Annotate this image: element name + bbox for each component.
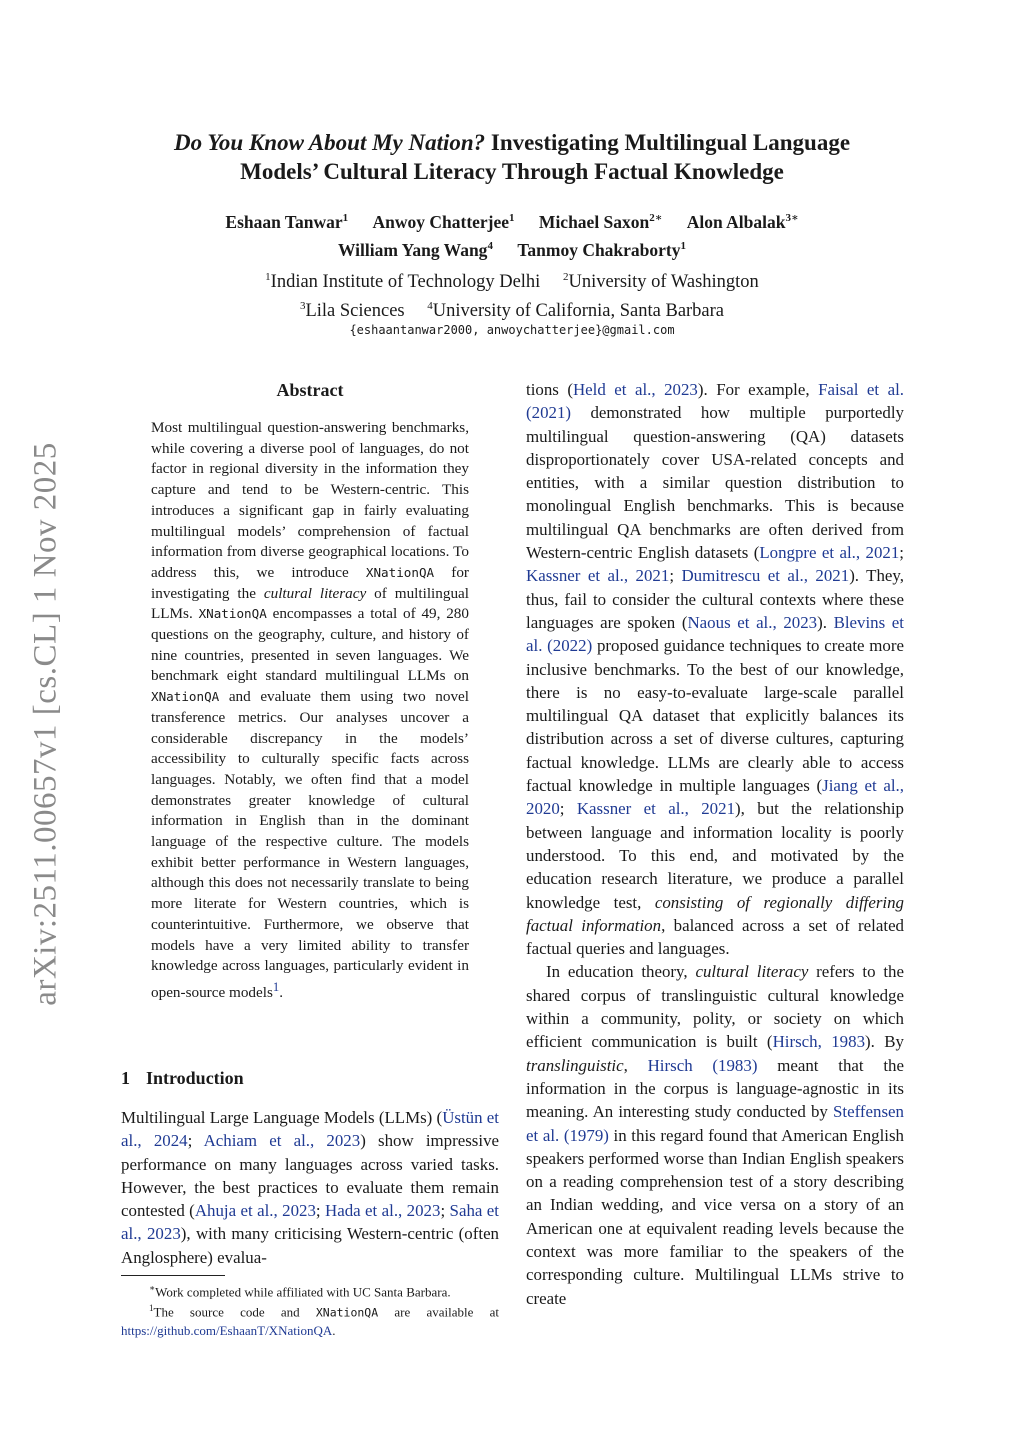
footnote-star: ∗Work completed while affiliated with UC Santa Barbara.	[149, 1283, 451, 1300]
intro-paragraph: Multilingual Large Language Models (LLMs) (Üstün et al., 2024; Achiam et al., 2023) show impressive performance on many languages across varied tasks. However, the best practices to evaluate them remain contested (Ahuja et al., 2023; Hada et al., 2023; Saha et al., 2023), with many criticising Western-centric (often Anglosphere) evalua-	[121, 1108, 500, 1267]
affiliation: $^1$Indian Institute of Technology Delhi	[265, 271, 541, 293]
footnote-ref-1[interactable]: 1	[272, 979, 280, 994]
citation-link[interactable]: Kassner et al., 2021	[576, 799, 736, 819]
author: Tanmoy Chakraborty$^1$	[517, 239, 687, 260]
citation-link[interactable]: Jiang et al., 2020	[526, 776, 904, 819]
arxiv-identifier: arXiv:2511.00657v1 [cs.CL] 1 Nov 2025	[27, 442, 64, 1006]
dataset-name: XNationQA	[198, 606, 267, 622]
citation-link[interactable]: Naous et al., 2023	[687, 612, 818, 632]
footnote-1: $^1$The source code and XNationQA are available at https://github.com/EshaanT/XNationQA.	[121, 1303, 499, 1338]
citation-link[interactable]: Ahuja et al., 2023	[194, 1201, 316, 1221]
citation-link[interactable]: Faisal et al. (2021)	[526, 380, 904, 423]
citation-link[interactable]: Steffensen et al. (1979)	[526, 1102, 904, 1145]
citation-link[interactable]: Üstün et al., 2024	[121, 1108, 499, 1151]
paper-title	[120, 128, 904, 186]
footnotes	[121, 1280, 499, 1339]
abstract-heading: Abstract	[276, 380, 344, 400]
title-italic-part: Do You Know About My Nation?	[173, 130, 486, 155]
github-link[interactable]: https://github.com/EshaanT/XNationQA	[121, 1322, 333, 1338]
citation-link[interactable]: Hada et al., 2023	[325, 1201, 441, 1221]
citation-link[interactable]: Longpre et al., 2021	[759, 543, 900, 563]
title-line2: Models’ Cultural Literacy Through Factual Knowledge	[240, 159, 784, 184]
citation-link[interactable]: Kassner et al., 2021	[526, 566, 670, 586]
affiliation: $^3$Lila Sciences	[299, 300, 405, 322]
body-paragraph: tions (Held et al., 2023). For example, Faisal et al. (2021) demonstrated how multiple purportedly multilingual question-answering (QA) datasets disproportionately cover USA-related concepts and entities, with a similar question distribution to monolingual English benchmarks. This is because multilingual QA benchmarks are often derived from Western-centric English datasets (Longpre et al., 2021; Kassner et al., 2021; Dumitrescu et al., 2021). They, thus, fail to consider the cultural contexts where these languages are spoken (Naous et al., 2023). Blevins et al. (2022) proposed guidance techniques to create more inclusive benchmarks. To the best of our knowledge, there is no easy-to-evaluate large-scale parallel multilingual QA dataset that explicitly balances its distribution across a set of diverse cultures, capturing factual knowledge. LLMs are clearly able to access factual knowledge in multiple languages (Jiang et al., 2020; Kassner et al., 2021), but the relationship between language and information locality is poorly understood. To this end, and motivated by the education research literature, we produce a parallel knowledge test, consisting of regionally differing factual information, balanced across a set of related factual queries and languages.	[526, 380, 905, 959]
citation-link[interactable]: Achiam et al., 2023	[203, 1131, 361, 1151]
citation-link[interactable]: Dumitrescu et al., 2021	[681, 566, 850, 586]
contact-email: {eshaantanwar2000, anwoychatterjee}@gmail.com	[349, 323, 675, 337]
author-list	[120, 206, 904, 262]
author: William Yang Wang$^4$	[337, 239, 493, 260]
citation-link[interactable]: Saha et al., 2023	[121, 1201, 499, 1244]
right-column-body	[526, 378, 904, 1310]
citation-link[interactable]: Blevins et al. (2022)	[526, 612, 904, 656]
title-line1-rest: Investigating Multilingual Language	[485, 130, 851, 155]
dataset-name: XNationQA	[365, 564, 435, 580]
section-heading-introduction: 1 Introduction	[121, 1068, 244, 1088]
footnote-divider	[121, 1275, 225, 1276]
abstract-body: Most multilingual question-answering benchmarks, while covering a diverse pool of languages, do not factor in regional diversity in the information they capture and tend to be Western-centric. This introduces a significant gap in fairly evaluating multilingual models’ comprehension of factual information from diverse geographical locations. To address this, we introduce XNationQA for investigating the cultural literacy of multilingual LLMs. XNationQA encompasses a total of 49, 280 questions on the geography, culture, and history of nine countries, presented in seven languages. We benchmark eight standard multilingual LLMs on XNationQA and evaluate them using two novel transference metrics. Our analyses uncover a considerable discrepancy in the models’ accessibility to culturally specific facts across languages. Notably, we often find that a model demonstrates greater knowledge of cultural information in English than in the dominant language of the respective culture. The models exhibit better performance in Western languages, although this does not necessarily translate to being more literate for Western countries, which is counterintuitive. Furthermore, we observe that models have a very limited ability to transfer knowledge across languages, particularly evident in open-source models$^1$.	[151, 419, 470, 1002]
author: Eshaan Tanwar$^1$	[225, 211, 349, 232]
author: Alon Albalak$^{3∗}$	[686, 211, 799, 232]
citation-link[interactable]: Hirsch (1983)	[647, 1055, 758, 1075]
citation-link[interactable]: Hirsch, 1983	[772, 1032, 866, 1052]
affiliation: $^4$University of California, Santa Barbara	[427, 300, 725, 322]
affiliation: $^2$University of Washington	[562, 271, 759, 293]
citation-link[interactable]: Held et al., 2023	[572, 380, 698, 399]
affiliation-list	[120, 265, 904, 323]
author: Michael Saxon$^{2∗}$	[538, 211, 663, 232]
body-paragraph: In education theory, cultural literacy refers to the shared corpus of translinguistic cultural knowledge within a community, polity, or society on which efficient communication is built (Hirsch, 1983). By translinguistic, Hirsch (1983) meant that the information in the corpus is language-agnostic in its meaning. An interesting study conducted by Steffensen et al. (1979) in this regard found that American English speakers performed worse than Indian English speakers on a reading comprehension test of a story describing an Indian wedding, and vice versa on a story of an American one at equivalent reading levels because the context was more familiar to the speakers of the corresponding culture. Multilingual LLMs strive to create	[526, 962, 905, 1308]
dataset-name: XNationQA	[151, 689, 220, 705]
author: Anwoy Chatterjee$^1$	[372, 211, 515, 232]
